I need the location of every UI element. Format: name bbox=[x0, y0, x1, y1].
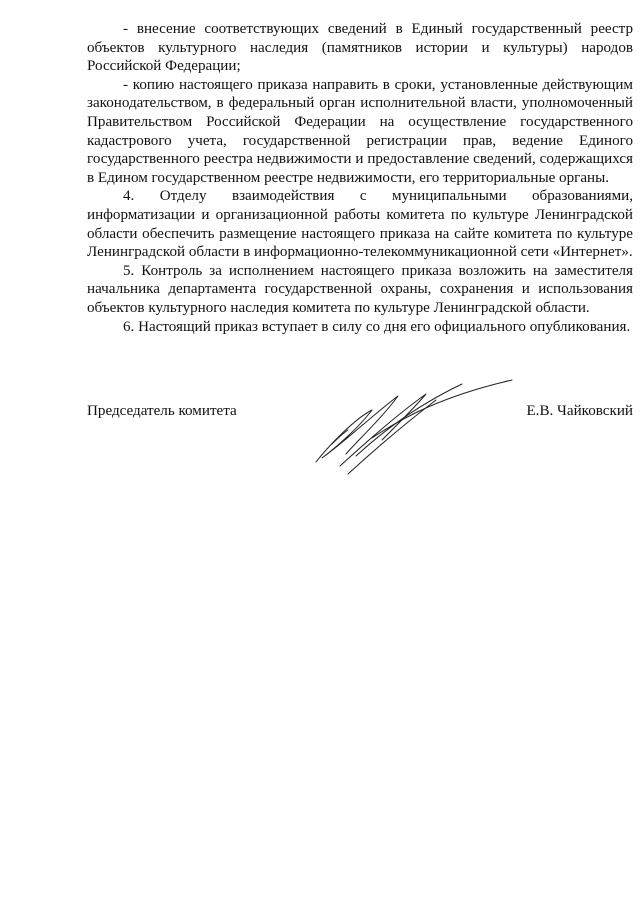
signatory-name: Е.В. Чайковский bbox=[526, 403, 633, 419]
paragraph-item-4: 4. Отделу взаимодействия с муниципальными образованиями, информатизации и организационной работы комитета по культуре Ленинградской области обеспечить размещение настоящего приказа на сайте комитета по культуре Ленинградской области в информационно-телекоммуникационной сети «Интернет». bbox=[87, 188, 633, 261]
document-body bbox=[87, 20, 633, 336]
paragraph-copy-to-authority: - копию настоящего приказа направить в сроки, установленные действующим законодательством, в федеральный орган исполнительной власти, уполномоченный Правительством Российской Федерации на осуществление государственного кадастрового учета, государственной регистрации прав, ведение Единого государственного реестра недвижимости и предоставление сведений, содержащихся в Едином государственном реестре недвижимости, его территориальные органы. bbox=[87, 76, 633, 186]
paragraph-registry-entry: - внесение соответствующих сведений в Единый государственный реестр объектов культурного наследия (памятников истории и культуры) народов Российской Федерации; bbox=[87, 21, 633, 75]
paragraph-item-5: 5. Контроль за исполнением настоящего приказа возложить на заместителя начальника департамента государственной охраны, сохранения и использования объектов культурного наследия комитета по культуре Ленинградской области. bbox=[87, 262, 633, 316]
signatory-title: Председатель комитета bbox=[87, 403, 237, 419]
handwritten-signature bbox=[312, 374, 522, 478]
paragraph-item-6: 6. Настоящий приказ вступает в силу со дня его официального опубликования. bbox=[123, 318, 631, 335]
